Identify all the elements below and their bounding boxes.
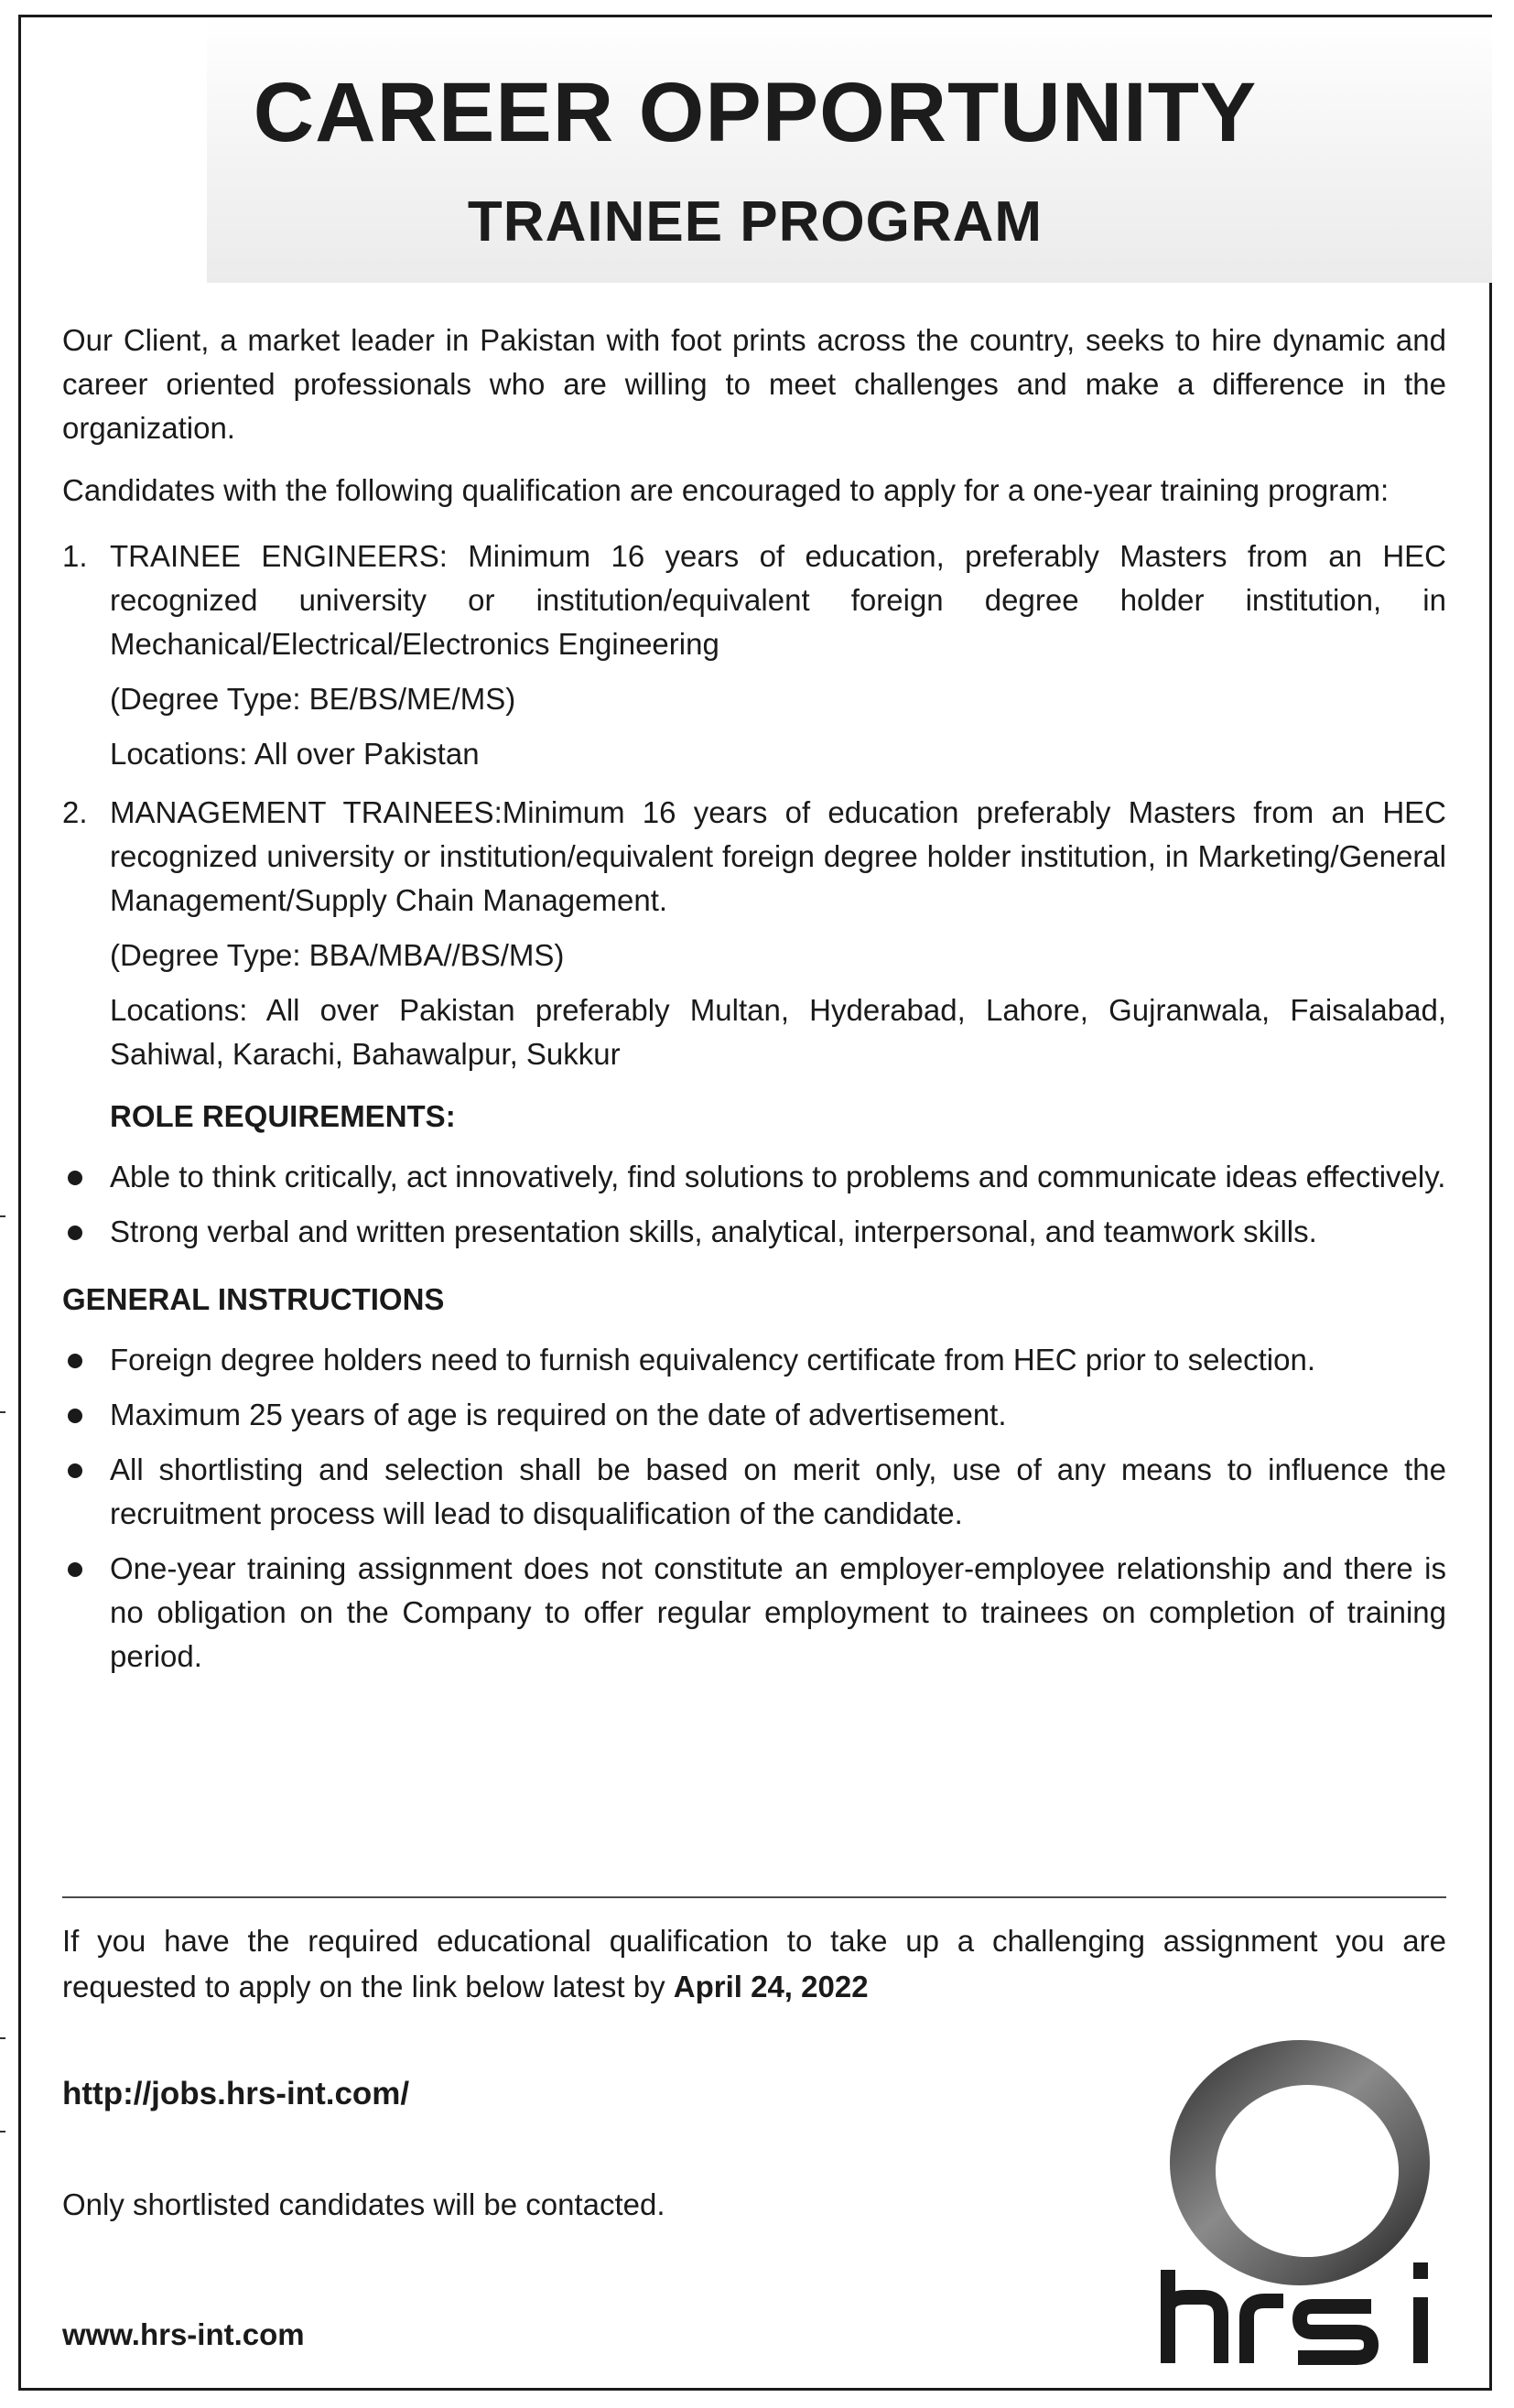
position-description: TRAINEE ENGINEERS: Minimum 16 years of education, preferably Masters from an HEC recognized university or institution/equivalent foreign degree holder institution, in Mechanical/Electrical/Electronics Engineering <box>110 539 1446 661</box>
list-item-text: All shortlisting and selection shall be based on merit only, use of any means to influence the recruitment process will lead to disqualification of the candidate. <box>110 1452 1446 1530</box>
bullet-icon <box>68 1171 82 1185</box>
bullet-icon <box>68 1354 82 1368</box>
deadline-date: April 24, 2022 <box>673 1970 869 2003</box>
bullet-icon <box>68 1409 82 1423</box>
intro-paragraph: Our Client, a market leader in Pakistan with foot prints across the country, seeks to hire dynamic and career oriented professionals who are willing to meet challenges and make a difference in the organization. <box>62 323 1446 445</box>
bullet-icon <box>68 1463 82 1478</box>
ring-logo-icon <box>1163 2034 1437 2292</box>
list-item-text: Maximum 25 years of age is required on the date of advertisement. <box>110 1398 1007 1431</box>
list-item <box>62 1547 1446 1679</box>
position-number: 2. <box>62 795 88 829</box>
page-subtitle: TRAINEE PROGRAM <box>467 190 1044 254</box>
list-item <box>62 1338 1446 1382</box>
list-item-text: Able to think critically, act innovatively, find solutions to problems and communicate ideas effectively. <box>110 1160 1446 1193</box>
position-number: 1. <box>62 539 88 573</box>
general-instructions-heading: GENERAL INSTRUCTIONS <box>62 1282 445 1316</box>
position-locations: Locations: All over Pakistan preferably Multan, Hyderabad, Lahore, Gujranwala, Faisalabad, Sahiwal, Karachi, Bahawalpur, Sukkur <box>110 993 1446 1071</box>
closing-text: If you have the required educational qualification to take up a challenging assignment you are requested to apply on the link below latest by <box>62 1924 1446 2003</box>
position-locations: Locations: All over Pakistan <box>110 737 480 771</box>
list-item-text: One-year training assignment does not constitute an employer-employee relationship and there is no obligation on the Company to offer regular employment to trainees on completion of training period. <box>110 1551 1446 1673</box>
position-degree: (Degree Type: BE/BS/ME/MS) <box>110 682 516 716</box>
hrsi-logo <box>1155 2261 1448 2370</box>
apply-link[interactable]: http://jobs.hrs-int.com/ <box>62 2076 410 2111</box>
bullet-icon <box>68 1562 82 1577</box>
shortlist-note: Only shortlisted candidates will be contacted. <box>62 2187 665 2221</box>
position-description: MANAGEMENT TRAINEES:Minimum 16 years of education preferably Masters from an HEC recognized university or institution/equivalent foreign degree holder institution, in Marketing/General Management/Supply Chain Management. <box>110 795 1446 917</box>
margin-mark <box>0 1411 5 1413</box>
list-item-text: Strong verbal and written presentation skills, analytical, interpersonal, and teamwork skills. <box>110 1215 1317 1248</box>
list-item <box>62 1210 1446 1254</box>
closing-paragraph <box>62 1918 1446 2010</box>
position-degree: (Degree Type: BBA/MBA//BS/MS) <box>110 938 565 972</box>
body-content <box>62 319 1446 1690</box>
list-item <box>62 1393 1446 1437</box>
margin-mark <box>0 1215 5 1217</box>
position-item-management-trainees <box>62 791 1446 1076</box>
list-item <box>62 1448 1446 1536</box>
page-title: CAREER OPPORTUNITY <box>253 66 1258 159</box>
margin-mark <box>0 2131 5 2133</box>
margin-mark <box>0 2037 5 2039</box>
position-item-trainee-engineers <box>62 535 1446 776</box>
bullet-icon <box>68 1226 82 1240</box>
website-link[interactable]: www.hrs-int.com <box>62 2317 305 2351</box>
intro-paragraph-2: Candidates with the following qualification are encouraged to apply for a one-year training program: <box>62 473 1390 507</box>
list-item-text: Foreign degree holders need to furnish equivalency certificate from HEC prior to selection. <box>110 1343 1316 1377</box>
section-divider <box>62 1896 1446 1898</box>
role-requirements-heading: ROLE REQUIREMENTS: <box>110 1099 456 1133</box>
hrsi-logotype-icon <box>1155 2261 1448 2370</box>
list-item <box>62 1155 1446 1199</box>
